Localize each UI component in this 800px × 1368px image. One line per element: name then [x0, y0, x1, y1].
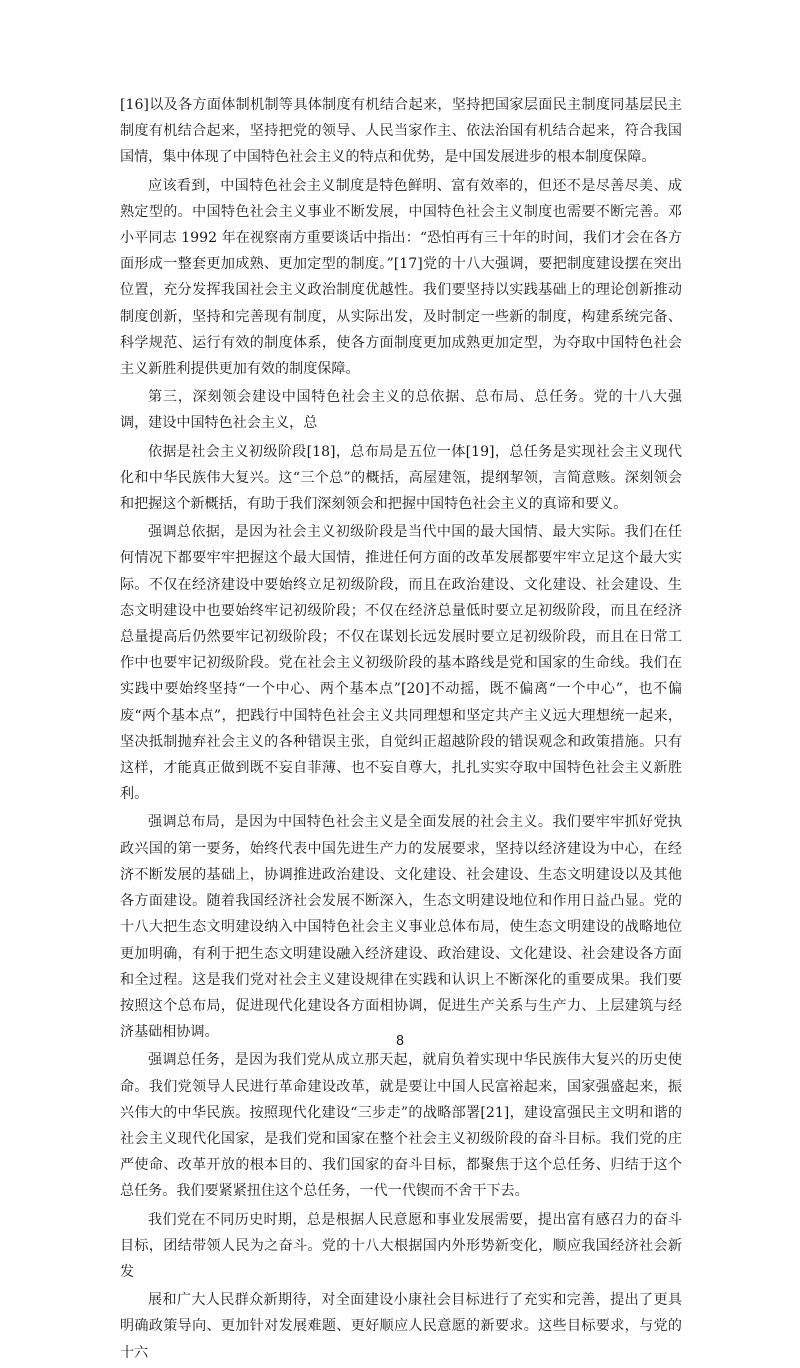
- paragraph: 依据是社会主义初级阶段[18]，总布局是五位一体[19]，总任务是实现社会主义现代化和中华民族伟大复兴。这“三个总”的概括，高屋建瓴，提纲挈领，言简意赅。深刻领会和把握这个新概括，有助于我们深刻领会和把握中国特色社会主义的真谛和要义。: [120, 443, 682, 513]
- paragraph: 我们党在不同历史时期，总是根据人民意愿和事业发展需要，提出富有感召力的奋斗目标，团结带领人民为之奋斗。党的十八大根据国内外形势新变化，顺应我国经济社会新发: [120, 1211, 682, 1280]
- paragraph: 第三，深刻领会建设中国特色社会主义的总依据、总布局、总任务。党的十八大强调，建设中国特色社会主义，总: [120, 389, 682, 432]
- paragraph: 强调总布局，是因为中国特色社会主义是全面发展的社会主义。我们要牢牢抓好党执政兴国的第一要务，始终代表中国先进生产力的发展要求，坚持以经济建设为中心，在经济不断发展的基础上，协调推进政治建设、文化建设、社会建设、生态文明建设以及其他各方面建设。随着我国经济社会发展不断深入，生态文明建设地位和作用日益凸显。党的十八大把生态文明建设纳入中国特色社会主义事业总体布局，使生态文明建设的战略地位更加明确，有利于把生态文明建设融入经济建设、政治建设、文化建设、社会建设各方面和全过程。这是我们党对社会主义建设规律在实践和认识上不断深化的重要成果。我们要按照这个总布局，促进现代化建设各方面相协调，促进生产关系与生产力、上层建筑与经济基础相协调。: [120, 814, 682, 1041]
- document-body: [120, 92, 682, 1368]
- paragraph: 应该看到，中国特色社会主义制度是特色鲜明、富有效率的，但还不是尽善尽美、成熟定型的。中国特色社会主义事业不断发展，中国特色社会主义制度也需要不断完善。邓小平同志 1992 年在视察南方重要谈话中指出：“恐怕再有三十年的时间，我们才会在各方面形成一整套更加成熟、更加定型的制度。”[17]党的十八大强调，要把制度建设摆在突出位置，充分发挥我国社会主义政治制度优越性。我们要坚持以实践基础上的理论创新推动制度创新，坚持和完善现有制度，从实际出发，及时制定一些新的制度，构建系统完备、科学规范、运行有效的制度体系，使各方面制度更加成熟更加定型，为夺取中国特色社会主义新胜利提供更加有效的制度保障。: [120, 177, 682, 378]
- page-number: 8: [395, 1034, 405, 1049]
- paragraph: [16]以及各方面体制机制等具体制度有机结合起来，坚持把国家层面民主制度同基层民主制度有机结合起来，坚持把党的领导、人民当家作主、依法治国有机结合起来，符合我国国情，集中体现了中国特色社会主义的特点和优势，是中国发展进步的根本制度保障。: [120, 97, 682, 166]
- paragraph: 展和广大人民群众新期待，对全面建设小康社会目标进行了充实和完善，提出了更具明确政策导向、更加针对发展难题、更好顺应人民意愿的新要求。这些目标要求，与党的十六: [120, 1292, 682, 1361]
- paragraph: 强调总任务，是因为我们党从成立那天起，就肩负着实现中华民族伟大复兴的历史使命。我们党领导人民进行革命建设改革，就是要让中国人民富裕起来，国家强盛起来，振兴伟大的中华民族。按照现代化建设“三步走”的战略部署[21]，建设富强民主文明和谐的社会主义现代化国家，是我们党和国家在整个社会主义初级阶段的奋斗目标。我们党的庄严使命、改革开放的根本目的、我们国家的奋斗目标，都聚焦于这个总任务、归结于这个总任务。我们要紧紧扭住这个总任务，一代一代锲而不舍干下去。: [120, 1052, 682, 1200]
- paragraph: 强调总依据，是因为社会主义初级阶段是当代中国的最大国情、最大实际。我们在任何情况下都要牢牢把握这个最大国情，推进任何方面的改革发展都要牢牢立足这个最大实际。不仅在经济建设中要始终立足初级阶段，而且在政治建设、文化建设、社会建设、生态文明建设中也要始终牢记初级阶段；不仅在经济总量低时要立足初级阶段，而且在经济总量提高后仍然要牢记初级阶段；不仅在谋划长远发展时要立足初级阶段，而且在日常工作中也要牢记初级阶段。党在社会主义初级阶段的基本路线是党和国家的生命线。我们在实践中要始终坚持“一个中心、两个基本点”[20]不动摇，既不偏离“一个中心”，也不偏废“两个基本点”，把践行中国特色社会主义共同理想和坚定共产主义远大理想统一起来，坚决抵制抛弃社会主义的各种错误主张，自觉纠正超越阶段的错误观念和政策措施。只有这样，才能真正做到既不妄自菲薄、也不妄自尊大，扎扎实实夺取中国特色社会主义新胜利。: [120, 524, 682, 803]
